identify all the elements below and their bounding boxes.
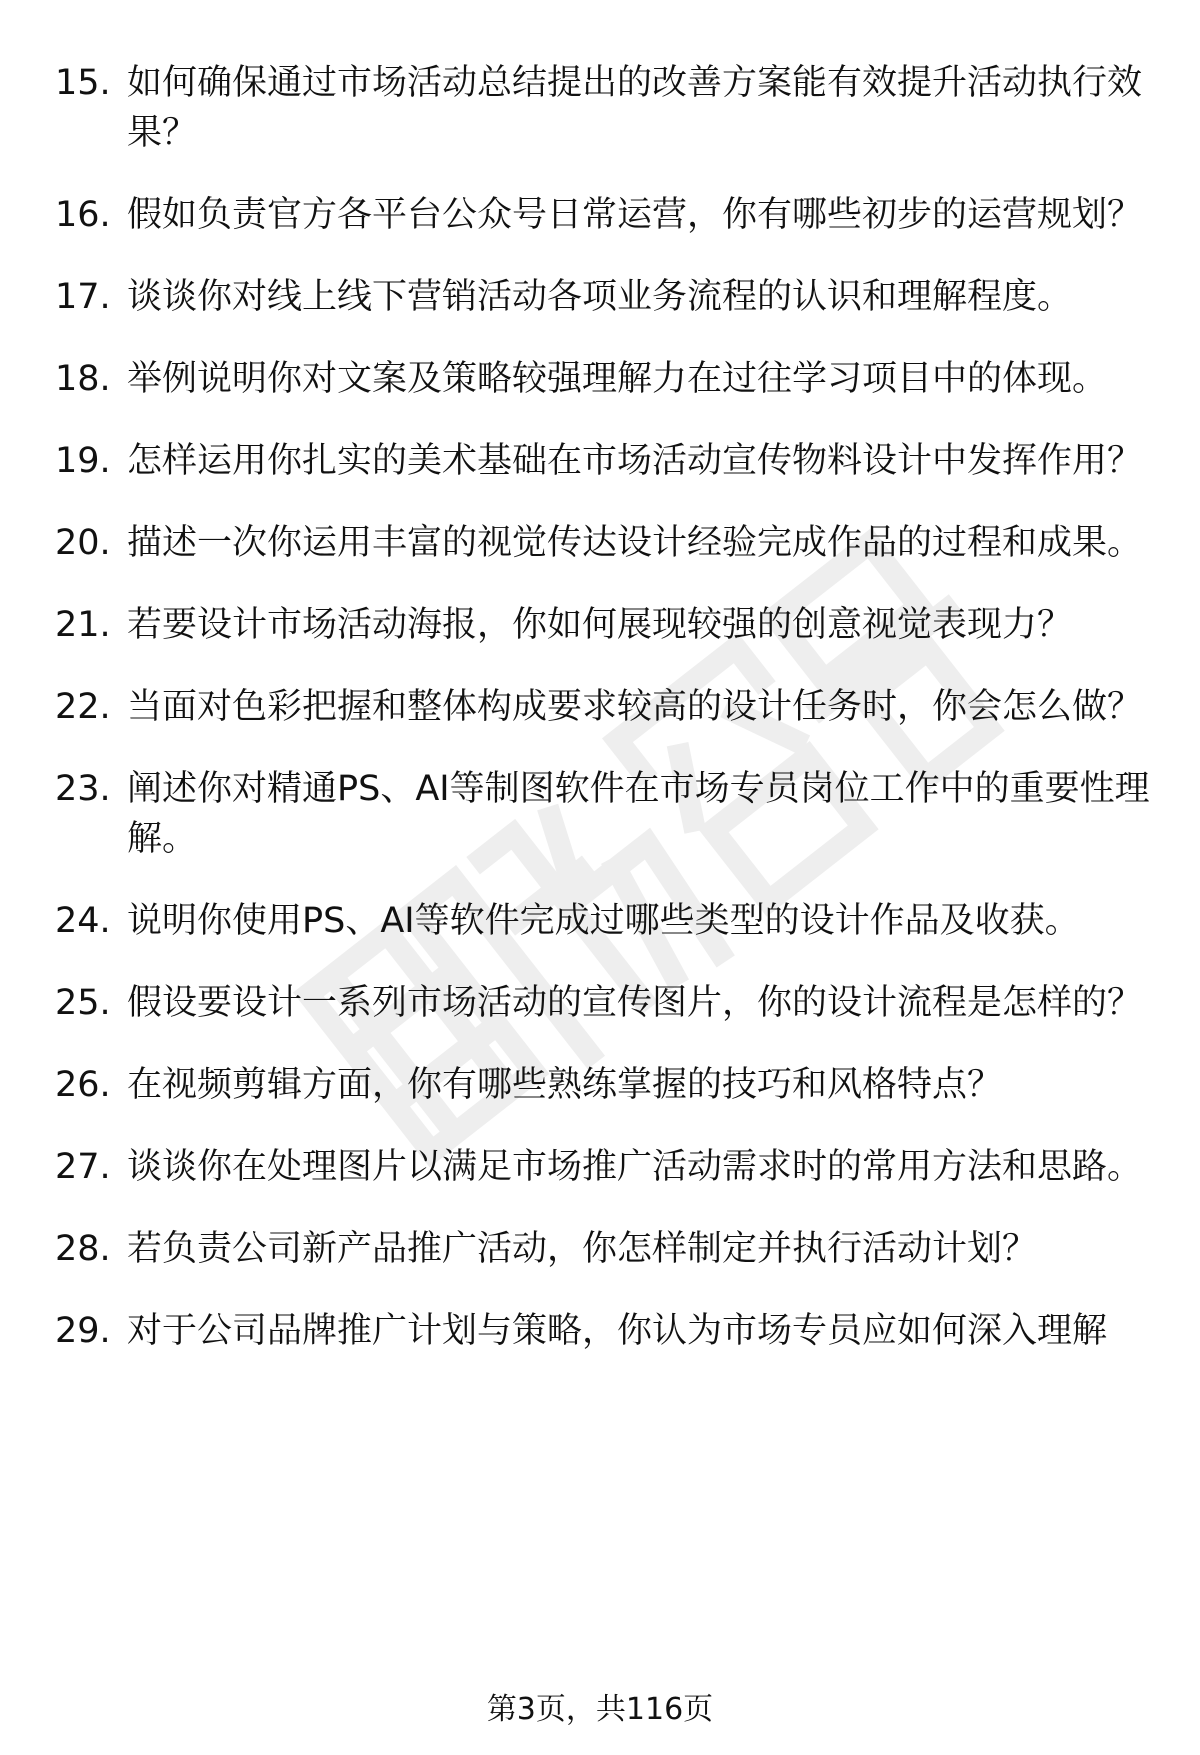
question-number: 19.: [55, 441, 111, 481]
question-number: 16.: [55, 195, 111, 235]
question-item: [55, 190, 1165, 240]
question-text: 若负责公司新产品推广活动，你怎样制定并执行活动计划？: [127, 1229, 1038, 1269]
question-number: 24.: [55, 901, 111, 941]
question-number: 25.: [55, 983, 111, 1023]
question-number: 18.: [55, 359, 111, 399]
question-list: [55, 58, 1165, 1388]
question-item: [55, 764, 1165, 864]
question-item: [55, 978, 1165, 1028]
page-footer: [0, 1690, 1200, 1730]
question-text: 对于公司品牌推广计划与策略，你认为市场专员应如何深入理解: [127, 1311, 1108, 1351]
question-text: 说明你使用PS、AI等软件完成过哪些类型的设计作品及收获。: [127, 901, 1080, 941]
question-item: [55, 272, 1165, 322]
question-item: [55, 354, 1165, 404]
question-number: 21.: [55, 605, 111, 645]
question-number: 28.: [55, 1229, 111, 1269]
page-number-label: 第3页，共116页: [486, 1692, 714, 1727]
question-text: 在视频剪辑方面，你有哪些熟练掌握的技巧和风格特点？: [127, 1065, 1003, 1105]
question-number: 20.: [55, 523, 111, 563]
question-number: 15.: [55, 63, 111, 103]
question-text: 阐述你对精通PS、AI等制图软件在市场专员岗位工作中的重要性理解。: [127, 769, 1150, 859]
question-number: 23.: [55, 769, 111, 809]
question-item: [55, 682, 1165, 732]
question-item: [55, 1224, 1165, 1274]
question-text: 当面对色彩把握和整体构成要求较高的设计任务时，你会怎么做？: [127, 687, 1143, 727]
question-number: 27.: [55, 1147, 111, 1187]
question-number: 22.: [55, 687, 111, 727]
question-number: 26.: [55, 1065, 111, 1105]
question-item: [55, 896, 1165, 946]
question-text: 描述一次你运用丰富的视觉传达设计经验完成作品的过程和成果。: [127, 523, 1143, 563]
question-item: [55, 1142, 1165, 1192]
question-text: 若要设计市场活动海报，你如何展现较强的创意视觉表现力？: [127, 605, 1073, 645]
question-item: [55, 58, 1165, 158]
question-item: [55, 436, 1165, 486]
question-text: 谈谈你对线上线下营销活动各项业务流程的认识和理解程度。: [127, 277, 1073, 317]
question-item: [55, 600, 1165, 650]
question-text: 假如负责官方各平台公众号日常运营，你有哪些初步的运营规划？: [127, 195, 1143, 235]
question-item: [55, 1060, 1165, 1110]
question-text: 怎样运用你扎实的美术基础在市场活动宣传物料设计中发挥作用？: [127, 441, 1143, 481]
question-number: 29.: [55, 1311, 111, 1351]
question-item: [55, 518, 1165, 568]
question-text: 谈谈你在处理图片以满足市场推广活动需求时的常用方法和思路。: [127, 1147, 1143, 1187]
question-text: 如何确保通过市场活动总结提出的改善方案能有效提升活动执行效果？: [127, 63, 1143, 153]
question-text: 假设要设计一系列市场活动的宣传图片，你的设计流程是怎样的？: [127, 983, 1143, 1023]
question-text: 举例说明你对文案及策略较强理解力在过往学习项目中的体现。: [127, 359, 1108, 399]
question-item: [55, 1306, 1165, 1356]
question-number: 17.: [55, 277, 111, 317]
